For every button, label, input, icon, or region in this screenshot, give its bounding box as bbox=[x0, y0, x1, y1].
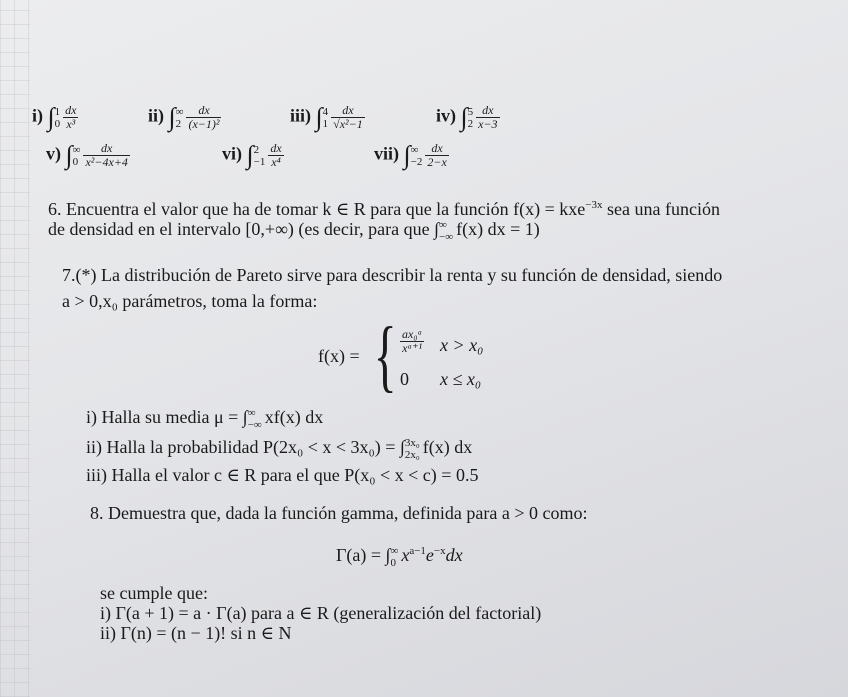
pareto-case-2: 0 bbox=[400, 369, 409, 389]
gamma-definition: Γ(a) = ∫ ∞ 0 $x^{a-1}e^{-x}dx$ bbox=[336, 544, 463, 569]
problem-8-item-i: i) Γ(a + 1) = a · Γ(a) para a ∈ R (generalización del factorial) bbox=[100, 603, 542, 623]
pareto-fx-label: f(x) = bbox=[318, 346, 360, 366]
integral-ii: ii) ∫ ∞ 2 $\frac{dx}{\text{(x−1)²}}$ bbox=[148, 102, 220, 132]
problem-7-line-1: 7.(*) La distribución de Pareto sirve para describir la renta y su función de densidad, siendo bbox=[62, 265, 723, 285]
integral-i: i) ∫ 1 0 $\frac{dx}{\text{x³}}$ bbox=[32, 102, 77, 132]
problem-7-item-i: i) Halla su media μ = ∫ ∞ −∞ xf(x) dx bbox=[86, 406, 324, 431]
piecewise-brace: { bbox=[373, 312, 397, 400]
graph-paper-edge bbox=[0, 0, 30, 697]
integral-label: i) bbox=[32, 105, 43, 126]
integral-label: v) bbox=[46, 143, 61, 164]
problem-7-line-2: a > 0,x₀ parámetros, toma la forma: bbox=[62, 291, 318, 311]
integral-label: vii) bbox=[374, 143, 399, 164]
problem-8-se-cumple: se cumple que: bbox=[100, 583, 208, 603]
integral-label: iv) bbox=[436, 105, 456, 126]
problem-7-item-iii: iii) Halla el valor c ∈ R para el que P(x₀ < x < c) = 0.5 bbox=[86, 465, 479, 485]
problem-8-item-ii: ii) Γ(n) = (n − 1)! si n ∈ N bbox=[100, 623, 292, 643]
problem-6-line-2: de densidad en el intervalo [0,+∞) (es decir, para que ∫ ∞ −∞ f(x) dx = 1) bbox=[48, 218, 540, 243]
integral-label: vi) bbox=[222, 143, 242, 164]
integral-vii: vii) ∫ ∞ −2 $\frac{dx}{2-x}$ bbox=[374, 140, 447, 170]
pareto-case-1-cond: x > x₀ bbox=[440, 335, 484, 355]
pareto-case-2-cond: x ≤ x₀ bbox=[440, 369, 482, 389]
integral-label: iii) bbox=[290, 105, 311, 126]
pareto-case-1: $\frac{\text{ax₀ᵃ}}{\text{xᵃ⁺¹}}$ bbox=[402, 327, 423, 355]
problem-8-line-1: 8. Demuestra que, dada la función gamma, definida para a > 0 como: bbox=[90, 503, 588, 523]
integral-label: ii) bbox=[148, 105, 164, 126]
problem-6-line-1: 6. Encuentra el valor que ha de tomar k ∈ R para que la función f(x) = kxe$^{-3x}$ sea una función bbox=[48, 199, 720, 219]
integral-iv: iv) ∫ 5 2 $\frac{dx}{x-3}$ bbox=[436, 102, 498, 132]
integral-iii: iii) ∫ 4 1 $\frac{dx}{\text{√x²−1}}$ bbox=[290, 102, 363, 132]
problem-7-item-ii: ii) Halla la probabilidad P(2x₀ < x < 3x₀) = ∫ 3x₀ 2x₀ f(x) dx bbox=[86, 436, 473, 461]
integral-vi: vi) ∫ 2 −1 $\frac{dx}{\text{x⁴}}$ bbox=[222, 140, 282, 170]
integral-v: v) ∫ ∞ 0 $\frac{dx}{\text{x²−4x+4}}$ bbox=[46, 140, 128, 170]
